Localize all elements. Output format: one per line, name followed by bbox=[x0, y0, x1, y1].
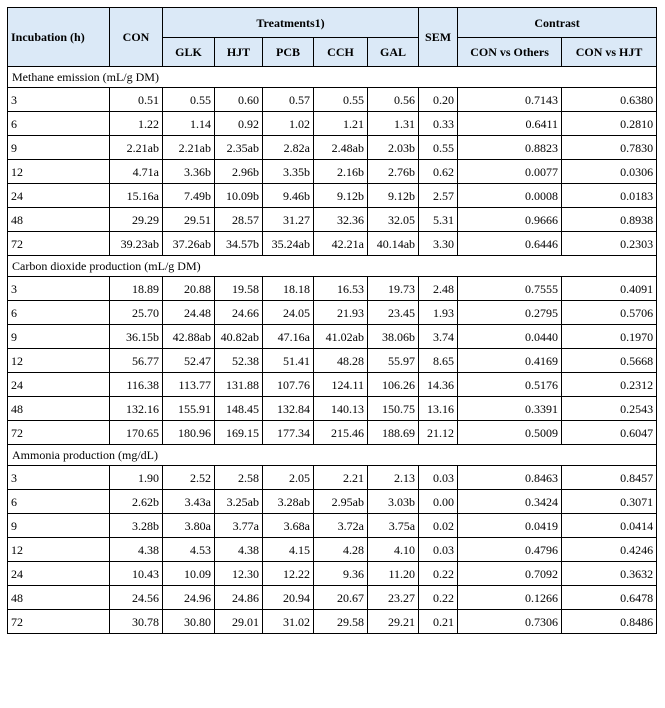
value-cell: 2.57 bbox=[419, 184, 458, 208]
table-row bbox=[8, 421, 657, 445]
treatment-col-header: HJT bbox=[215, 38, 263, 67]
value-cell: 37.26ab bbox=[163, 232, 215, 256]
table-row bbox=[8, 184, 657, 208]
value-cell: 20.67 bbox=[314, 586, 368, 610]
value-cell: 0.3071 bbox=[562, 490, 657, 514]
value-cell: 9.12b bbox=[314, 184, 368, 208]
section-title: Carbon dioxide production (mL/g DM) bbox=[8, 256, 657, 277]
value-cell: 116.38 bbox=[110, 373, 163, 397]
table-row bbox=[8, 301, 657, 325]
value-cell: 0.22 bbox=[419, 562, 458, 586]
value-cell: 14.36 bbox=[419, 373, 458, 397]
treatment-col-header: GLK bbox=[163, 38, 215, 67]
value-cell: 2.21 bbox=[314, 466, 368, 490]
value-cell: 0.2795 bbox=[458, 301, 562, 325]
value-cell: 0.03 bbox=[419, 538, 458, 562]
value-cell: 4.28 bbox=[314, 538, 368, 562]
value-cell: 150.75 bbox=[368, 397, 419, 421]
value-cell: 0.5176 bbox=[458, 373, 562, 397]
value-cell: 3.30 bbox=[419, 232, 458, 256]
table-header bbox=[8, 8, 657, 67]
value-cell: 106.26 bbox=[368, 373, 419, 397]
value-cell: 107.76 bbox=[263, 373, 314, 397]
value-cell: 55.97 bbox=[368, 349, 419, 373]
value-cell: 0.03 bbox=[419, 466, 458, 490]
value-cell: 0.1266 bbox=[458, 586, 562, 610]
value-cell: 52.47 bbox=[163, 349, 215, 373]
value-cell: 131.88 bbox=[215, 373, 263, 397]
value-cell: 0.5706 bbox=[562, 301, 657, 325]
value-cell: 0.6380 bbox=[562, 88, 657, 112]
value-cell: 3.72a bbox=[314, 514, 368, 538]
value-cell: 3.28ab bbox=[263, 490, 314, 514]
value-cell: 0.9666 bbox=[458, 208, 562, 232]
value-cell: 215.46 bbox=[314, 421, 368, 445]
incubation-hours-cell: 72 bbox=[8, 232, 110, 256]
value-cell: 20.88 bbox=[163, 277, 215, 301]
value-cell: 2.35ab bbox=[215, 136, 263, 160]
value-cell: 169.15 bbox=[215, 421, 263, 445]
value-cell: 5.31 bbox=[419, 208, 458, 232]
value-cell: 48.28 bbox=[314, 349, 368, 373]
incubation-hours-cell: 24 bbox=[8, 373, 110, 397]
value-cell: 155.91 bbox=[163, 397, 215, 421]
value-cell: 124.11 bbox=[314, 373, 368, 397]
table-row bbox=[8, 397, 657, 421]
value-cell: 0.4169 bbox=[458, 349, 562, 373]
value-cell: 0.00 bbox=[419, 490, 458, 514]
value-cell: 0.3391 bbox=[458, 397, 562, 421]
value-cell: 4.15 bbox=[263, 538, 314, 562]
value-cell: 0.7830 bbox=[562, 136, 657, 160]
table-row bbox=[8, 277, 657, 301]
table-row bbox=[8, 112, 657, 136]
value-cell: 29.51 bbox=[163, 208, 215, 232]
table-row bbox=[8, 136, 657, 160]
value-cell: 170.65 bbox=[110, 421, 163, 445]
value-cell: 24.66 bbox=[215, 301, 263, 325]
table-row bbox=[8, 349, 657, 373]
value-cell: 19.73 bbox=[368, 277, 419, 301]
value-cell: 9.12b bbox=[368, 184, 419, 208]
value-cell: 4.10 bbox=[368, 538, 419, 562]
value-cell: 2.48 bbox=[419, 277, 458, 301]
value-cell: 0.2303 bbox=[562, 232, 657, 256]
incubation-hours-cell: 12 bbox=[8, 538, 110, 562]
value-cell: 38.06b bbox=[368, 325, 419, 349]
value-cell: 0.8457 bbox=[562, 466, 657, 490]
value-cell: 0.5009 bbox=[458, 421, 562, 445]
results-table bbox=[7, 7, 657, 634]
treatment-col-header: PCB bbox=[263, 38, 314, 67]
value-cell: 0.8463 bbox=[458, 466, 562, 490]
value-cell: 0.02 bbox=[419, 514, 458, 538]
value-cell: 0.21 bbox=[419, 610, 458, 634]
section-row bbox=[8, 445, 657, 466]
value-cell: 31.27 bbox=[263, 208, 314, 232]
incubation-hours-cell: 3 bbox=[8, 466, 110, 490]
value-cell: 18.18 bbox=[263, 277, 314, 301]
value-cell: 2.05 bbox=[263, 466, 314, 490]
incubation-hours-cell: 3 bbox=[8, 277, 110, 301]
value-cell: 0.5668 bbox=[562, 349, 657, 373]
value-cell: 2.21ab bbox=[110, 136, 163, 160]
value-cell: 4.71a bbox=[110, 160, 163, 184]
value-cell: 177.34 bbox=[263, 421, 314, 445]
value-cell: 3.80a bbox=[163, 514, 215, 538]
value-cell: 52.38 bbox=[215, 349, 263, 373]
value-cell: 12.22 bbox=[263, 562, 314, 586]
value-cell: 12.30 bbox=[215, 562, 263, 586]
value-cell: 16.53 bbox=[314, 277, 368, 301]
value-cell: 180.96 bbox=[163, 421, 215, 445]
value-cell: 0.0306 bbox=[562, 160, 657, 184]
value-cell: 2.52 bbox=[163, 466, 215, 490]
incubation-hours-cell: 6 bbox=[8, 112, 110, 136]
table-row bbox=[8, 88, 657, 112]
value-cell: 0.7143 bbox=[458, 88, 562, 112]
value-cell: 51.41 bbox=[263, 349, 314, 373]
value-cell: 0.4091 bbox=[562, 277, 657, 301]
value-cell: 0.20 bbox=[419, 88, 458, 112]
value-cell: 10.43 bbox=[110, 562, 163, 586]
value-cell: 3.25ab bbox=[215, 490, 263, 514]
value-cell: 0.0008 bbox=[458, 184, 562, 208]
value-cell: 0.22 bbox=[419, 586, 458, 610]
value-cell: 0.1970 bbox=[562, 325, 657, 349]
value-cell: 0.55 bbox=[314, 88, 368, 112]
table-row bbox=[8, 586, 657, 610]
value-cell: 3.68a bbox=[263, 514, 314, 538]
value-cell: 0.6047 bbox=[562, 421, 657, 445]
value-cell: 0.6411 bbox=[458, 112, 562, 136]
value-cell: 0.62 bbox=[419, 160, 458, 184]
incubation-hours-cell: 48 bbox=[8, 586, 110, 610]
value-cell: 0.3424 bbox=[458, 490, 562, 514]
value-cell: 0.0419 bbox=[458, 514, 562, 538]
table-row bbox=[8, 610, 657, 634]
value-cell: 30.78 bbox=[110, 610, 163, 634]
contrast-header: Contrast bbox=[458, 8, 657, 38]
value-cell: 1.22 bbox=[110, 112, 163, 136]
value-cell: 56.77 bbox=[110, 349, 163, 373]
value-cell: 29.58 bbox=[314, 610, 368, 634]
value-cell: 32.36 bbox=[314, 208, 368, 232]
value-cell: 140.13 bbox=[314, 397, 368, 421]
table-row bbox=[8, 232, 657, 256]
table-row bbox=[8, 208, 657, 232]
value-cell: 11.20 bbox=[368, 562, 419, 586]
value-cell: 2.82a bbox=[263, 136, 314, 160]
incubation-hours-cell: 12 bbox=[8, 349, 110, 373]
value-cell: 0.0440 bbox=[458, 325, 562, 349]
value-cell: 3.28b bbox=[110, 514, 163, 538]
value-cell: 113.77 bbox=[163, 373, 215, 397]
value-cell: 1.02 bbox=[263, 112, 314, 136]
value-cell: 10.09 bbox=[163, 562, 215, 586]
value-cell: 0.51 bbox=[110, 88, 163, 112]
table-row bbox=[8, 373, 657, 397]
value-cell: 0.8938 bbox=[562, 208, 657, 232]
section-row bbox=[8, 67, 657, 88]
value-cell: 0.6446 bbox=[458, 232, 562, 256]
value-cell: 0.7555 bbox=[458, 277, 562, 301]
incubation-hours-cell: 3 bbox=[8, 88, 110, 112]
value-cell: 0.8823 bbox=[458, 136, 562, 160]
value-cell: 40.14ab bbox=[368, 232, 419, 256]
value-cell: 148.45 bbox=[215, 397, 263, 421]
value-cell: 2.16b bbox=[314, 160, 368, 184]
value-cell: 0.8486 bbox=[562, 610, 657, 634]
value-cell: 34.57b bbox=[215, 232, 263, 256]
value-cell: 0.92 bbox=[215, 112, 263, 136]
incubation-hours-cell: 9 bbox=[8, 514, 110, 538]
value-cell: 2.21ab bbox=[163, 136, 215, 160]
value-cell: 4.38 bbox=[215, 538, 263, 562]
value-cell: 0.2543 bbox=[562, 397, 657, 421]
table-row bbox=[8, 562, 657, 586]
value-cell: 0.56 bbox=[368, 88, 419, 112]
contrast-col-header: CON vs HJT bbox=[562, 38, 657, 67]
value-cell: 4.38 bbox=[110, 538, 163, 562]
incubation-hours-cell: 9 bbox=[8, 325, 110, 349]
value-cell: 23.27 bbox=[368, 586, 419, 610]
value-cell: 0.0183 bbox=[562, 184, 657, 208]
value-cell: 3.03b bbox=[368, 490, 419, 514]
value-cell: 9.36 bbox=[314, 562, 368, 586]
table-row bbox=[8, 490, 657, 514]
value-cell: 2.58 bbox=[215, 466, 263, 490]
value-cell: 24.48 bbox=[163, 301, 215, 325]
value-cell: 21.12 bbox=[419, 421, 458, 445]
value-cell: 2.03b bbox=[368, 136, 419, 160]
value-cell: 0.4246 bbox=[562, 538, 657, 562]
value-cell: 29.21 bbox=[368, 610, 419, 634]
value-cell: 35.24ab bbox=[263, 232, 314, 256]
value-cell: 28.57 bbox=[215, 208, 263, 232]
value-cell: 3.36b bbox=[163, 160, 215, 184]
value-cell: 0.4796 bbox=[458, 538, 562, 562]
value-cell: 0.3632 bbox=[562, 562, 657, 586]
treatments-header: Treatments1) bbox=[163, 8, 419, 38]
incubation-hours-cell: 24 bbox=[8, 562, 110, 586]
value-cell: 1.31 bbox=[368, 112, 419, 136]
incubation-hours-cell: 6 bbox=[8, 490, 110, 514]
value-cell: 0.0077 bbox=[458, 160, 562, 184]
value-cell: 3.75a bbox=[368, 514, 419, 538]
value-cell: 40.82ab bbox=[215, 325, 263, 349]
value-cell: 42.21a bbox=[314, 232, 368, 256]
value-cell: 0.55 bbox=[419, 136, 458, 160]
incubation-hours-cell: 24 bbox=[8, 184, 110, 208]
value-cell: 0.33 bbox=[419, 112, 458, 136]
value-cell: 29.29 bbox=[110, 208, 163, 232]
value-cell: 47.16a bbox=[263, 325, 314, 349]
value-cell: 2.76b bbox=[368, 160, 419, 184]
value-cell: 2.96b bbox=[215, 160, 263, 184]
value-cell: 24.05 bbox=[263, 301, 314, 325]
value-cell: 3.43a bbox=[163, 490, 215, 514]
table-row bbox=[8, 325, 657, 349]
incubation-hours-cell: 72 bbox=[8, 610, 110, 634]
value-cell: 29.01 bbox=[215, 610, 263, 634]
value-cell: 20.94 bbox=[263, 586, 314, 610]
value-cell: 21.93 bbox=[314, 301, 368, 325]
value-cell: 0.57 bbox=[263, 88, 314, 112]
value-cell: 15.16a bbox=[110, 184, 163, 208]
incubation-hours-cell: 48 bbox=[8, 397, 110, 421]
value-cell: 0.60 bbox=[215, 88, 263, 112]
value-cell: 3.77a bbox=[215, 514, 263, 538]
value-cell: 3.35b bbox=[263, 160, 314, 184]
value-cell: 1.14 bbox=[163, 112, 215, 136]
value-cell: 132.84 bbox=[263, 397, 314, 421]
value-cell: 24.96 bbox=[163, 586, 215, 610]
value-cell: 7.49b bbox=[163, 184, 215, 208]
incubation-hours-cell: 72 bbox=[8, 421, 110, 445]
value-cell: 36.15b bbox=[110, 325, 163, 349]
value-cell: 24.56 bbox=[110, 586, 163, 610]
value-cell: 25.70 bbox=[110, 301, 163, 325]
value-cell: 18.89 bbox=[110, 277, 163, 301]
treatment-col-header: GAL bbox=[368, 38, 419, 67]
value-cell: 0.55 bbox=[163, 88, 215, 112]
value-cell: 188.69 bbox=[368, 421, 419, 445]
table-row bbox=[8, 466, 657, 490]
incubation-hours-cell: 9 bbox=[8, 136, 110, 160]
table-row bbox=[8, 514, 657, 538]
value-cell: 2.62b bbox=[110, 490, 163, 514]
table-row bbox=[8, 160, 657, 184]
incubation-header: Incubation (h) bbox=[8, 8, 110, 67]
value-cell: 39.23ab bbox=[110, 232, 163, 256]
value-cell: 0.7306 bbox=[458, 610, 562, 634]
section-title: Ammonia production (mg/dL) bbox=[8, 445, 657, 466]
value-cell: 3.74 bbox=[419, 325, 458, 349]
value-cell: 23.45 bbox=[368, 301, 419, 325]
incubation-hours-cell: 6 bbox=[8, 301, 110, 325]
section-row bbox=[8, 256, 657, 277]
value-cell: 0.0414 bbox=[562, 514, 657, 538]
con-header: CON bbox=[110, 8, 163, 67]
value-cell: 24.86 bbox=[215, 586, 263, 610]
value-cell: 31.02 bbox=[263, 610, 314, 634]
value-cell: 1.21 bbox=[314, 112, 368, 136]
value-cell: 32.05 bbox=[368, 208, 419, 232]
value-cell: 2.13 bbox=[368, 466, 419, 490]
value-cell: 8.65 bbox=[419, 349, 458, 373]
value-cell: 19.58 bbox=[215, 277, 263, 301]
value-cell: 2.48ab bbox=[314, 136, 368, 160]
value-cell: 0.7092 bbox=[458, 562, 562, 586]
contrast-col-header: CON vs Others bbox=[458, 38, 562, 67]
value-cell: 10.09b bbox=[215, 184, 263, 208]
value-cell: 13.16 bbox=[419, 397, 458, 421]
value-cell: 0.6478 bbox=[562, 586, 657, 610]
value-cell: 30.80 bbox=[163, 610, 215, 634]
incubation-hours-cell: 48 bbox=[8, 208, 110, 232]
value-cell: 41.02ab bbox=[314, 325, 368, 349]
value-cell: 0.2312 bbox=[562, 373, 657, 397]
value-cell: 1.93 bbox=[419, 301, 458, 325]
value-cell: 1.90 bbox=[110, 466, 163, 490]
value-cell: 42.88ab bbox=[163, 325, 215, 349]
section-title: Methane emission (mL/g DM) bbox=[8, 67, 657, 88]
value-cell: 0.2810 bbox=[562, 112, 657, 136]
table-row bbox=[8, 538, 657, 562]
value-cell: 132.16 bbox=[110, 397, 163, 421]
value-cell: 2.95ab bbox=[314, 490, 368, 514]
table-body bbox=[8, 67, 657, 634]
sem-header: SEM bbox=[419, 8, 458, 67]
incubation-hours-cell: 12 bbox=[8, 160, 110, 184]
treatment-col-header: CCH bbox=[314, 38, 368, 67]
value-cell: 9.46b bbox=[263, 184, 314, 208]
value-cell: 4.53 bbox=[163, 538, 215, 562]
